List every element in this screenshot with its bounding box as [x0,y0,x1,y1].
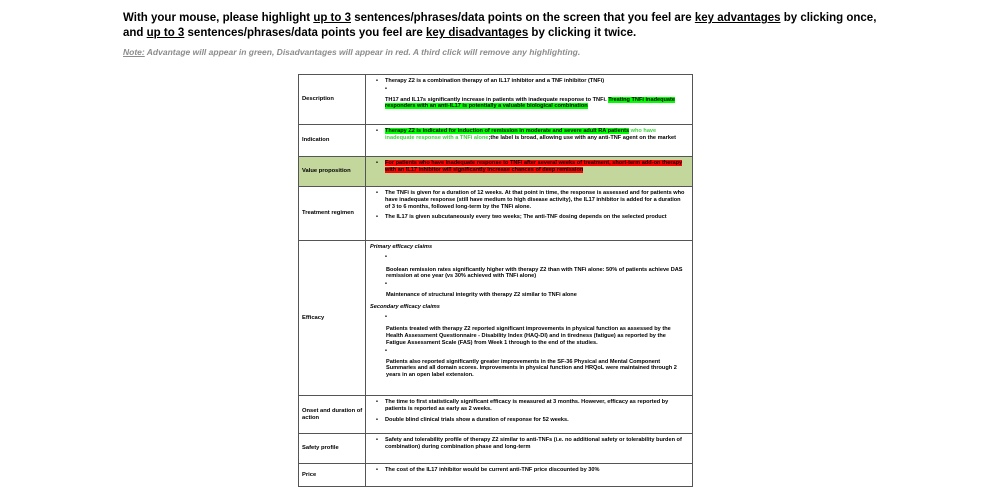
green-text-advantage[interactable]: who have inadequate response with a TNFi alone [385,128,657,141]
description-bullet-2[interactable] [376,97,686,111]
instructions-text-3: by clicking once, and [123,12,877,39]
safety-bullet-1[interactable]: • Safety and tolerability profile of therapy Z2 similar to anti-TNFs (i.e. no additional safety or tolerability burden of combination) during combination phase and long-term [376,437,686,451]
row-onset [299,396,693,434]
instructions-key-disadvantages: key disadvantages [425,27,529,39]
row-price [299,464,693,487]
row-label-description: Description [299,75,366,125]
treatment-bullet-2-text: The IL17 is given subcutaneously every two weeks; The anti-TNF dosing depends on the selected product [385,214,667,221]
row-treatment-regimen [299,187,693,241]
note-label: Note: [123,47,145,57]
row-indication [299,125,693,157]
row-label-efficacy: Efficacy [299,241,366,396]
row-content-treatment-regimen [366,187,693,241]
description-bullet-1-text: Therapy Z2 is a combination therapy of an IL17 inhibitor and a TNF inhibitor (TNFi) [385,78,605,84]
note-text: Advantage will appear in green, Disadvantages will appear in red. A third click will remove any highlighting. [144,47,581,57]
price-bullet-1[interactable]: • The cost of the IL17 inhibitor would be current anti-TNF price discounted by 30% [376,467,686,474]
efficacy-secondary-2[interactable]: Patients also reported significantly greater improvements in the SF-36 Physical and Mental Component Summaries and all domain scores. Improvements in physical function and HRQoL were maintained through 2 years in an open label extension. [386,358,677,379]
description-bullet-2-text: TH17 and IL17s significantly increase in patients with inadequate response to TNFi. [385,96,609,103]
price-bullet-1-text: The cost of the IL17 inhibitor would be current anti-TNF price discounted by 30% [385,467,600,473]
highlighted-advantage[interactable]: Treating TNFi inadequate responders with an anti-IL17 is potentially a valuable biological combination [385,96,676,110]
row-content-description [366,75,693,125]
instructions-limit-advantages: up to 3 [313,12,352,24]
secondary-efficacy-heading: Secondary efficacy claims [370,303,440,310]
primary-efficacy-heading: Primary efficacy claims [370,244,433,250]
instructions [123,11,893,41]
efficacy-primary-1[interactable]: Boolean remission rates significantly higher with therapy Z2 than with TNFi alone: 50% of patients achieve DAS remission at one year (vs 30% achieved with TNFi alone) [386,266,683,280]
row-label-indication: Indication [299,125,366,157]
highlighted-advantage[interactable]: Therapy Z2 is indicated for induction of remission in moderate and severe adult RA patients [385,128,630,134]
bullet-dot: • [385,85,387,92]
row-label-safety: Safety profile [299,434,366,464]
value-proposition-bullet-1[interactable]: • For patients who have inadequate response to TNFi after several weeks of treatment, short-term add-on therapy with an IL17 inhibitor will significantly increase chances of deep remission [376,160,683,173]
onset-bullet-2[interactable]: • Double blind clinical trials show a duration of response for 52 weeks. [376,417,686,424]
row-value-proposition [299,157,693,187]
treatment-bullet-2[interactable]: • The IL17 is given subcutaneously every two weeks; The anti-TNF dosing depends on the selected product [376,214,686,221]
bullet-dot: • [385,281,387,288]
instructions-text-2: sentences/phrases/data points on the screen that you feel are [351,12,695,24]
bullet-dot: • [385,347,387,354]
row-content-safety [366,434,693,464]
row-label-value-proposition: Value proposition [299,157,366,187]
product-profile-table [298,74,693,487]
instructions-text-4: sentences/phrases/data points you feel are [184,27,426,39]
row-content-value-proposition [366,157,693,187]
instructions-key-advantages: key advantages [694,12,781,24]
row-label-treatment-regimen: Treatment regimen [299,187,366,241]
bullet-dot: • [385,253,387,260]
row-content-efficacy [366,241,693,396]
efficacy-primary-2[interactable]: Maintenance of structural integrity with therapy Z2 similar to TNFi alone [386,291,577,298]
row-safety [299,434,693,464]
onset-bullet-2-text: Double blind clinical trials show a duration of response for 52 weeks. [385,416,569,423]
instructions-text-1: With your mouse, please highlight [123,12,314,24]
onset-bullet-1[interactable]: • The time to first statistically significant efficacy is measured at 3 months. However, efficacy as reported by patients is reported as early as 2 weeks. [376,399,686,413]
row-label-onset: Onset and duration of action [299,396,366,434]
note [123,47,580,57]
row-content-onset [366,396,693,434]
efficacy-secondary-1[interactable]: Patients treated with therapy Z2 reported significant improvements in physical function as assessed by the Health Assessment Questionnaire - Disability Index (HAQ-DI) and in tiredness (fatigue) as reported by the Fatigue Assessment Scale (FAS) from Week 1 through to the end of the studies. [386,326,671,346]
indication-bullet-1-text: ;the label is broad, allowing use with any anti-TNF agent on the market [488,134,676,141]
instructions-limit-disadvantages: up to 3 [146,27,185,39]
treatment-bullet-1-text: The TNFi is given for a duration of 12 weeks. At that point in time, the response is assessed and for patients who have inadequate response (still have medium to high disease activity), the IL17 inhibitor is added for a duration of 3 to 6 months, followed long-term by the TNFi alone. [385,190,685,210]
instructions-text-5: by clicking it twice. [528,27,637,39]
row-content-price [366,464,693,487]
row-description [299,75,693,125]
indication-bullet-1[interactable]: • Therapy Z2 is indicated for induction of remission in moderate and severe adult RA patients who have inadequate response with a TNFi alone;the label is broad, allowing use with any anti-TNF agent on the market [376,128,676,141]
bullet-dot: • [385,313,387,320]
row-label-price: Price [299,464,366,487]
row-efficacy [299,241,693,396]
onset-bullet-1-text: The time to first statistically significant efficacy is measured at 3 months. However, efficacy as reported by patients is reported as early as 2 weeks. [385,399,669,412]
row-content-indication [366,125,693,157]
description-bullet-1[interactable]: • Therapy Z2 is a combination therapy of an IL17 inhibitor and a TNF inhibitor (TNFi) [376,78,686,85]
safety-bullet-1-text: Safety and tolerability profile of therapy Z2 similar to anti-TNFs (i.e. no additional safety or tolerability burden of combination) during combination phase and long-term [385,437,682,450]
highlighted-disadvantage[interactable]: For patients who have inadequate response to TNFi after several weeks of treatment, short-term add-on therapy with an IL17 inhibitor will significantly increase chances of deep remission [385,160,683,173]
treatment-bullet-1[interactable]: • The TNFi is given for a duration of 12 weeks. At that point in time, the response is assessed and for patients who have inadequate response (still have medium to high disease activity), the IL17 inhibitor is added for a duration of 3 to 6 months, followed long-term by the TNFi alone. [376,190,685,210]
